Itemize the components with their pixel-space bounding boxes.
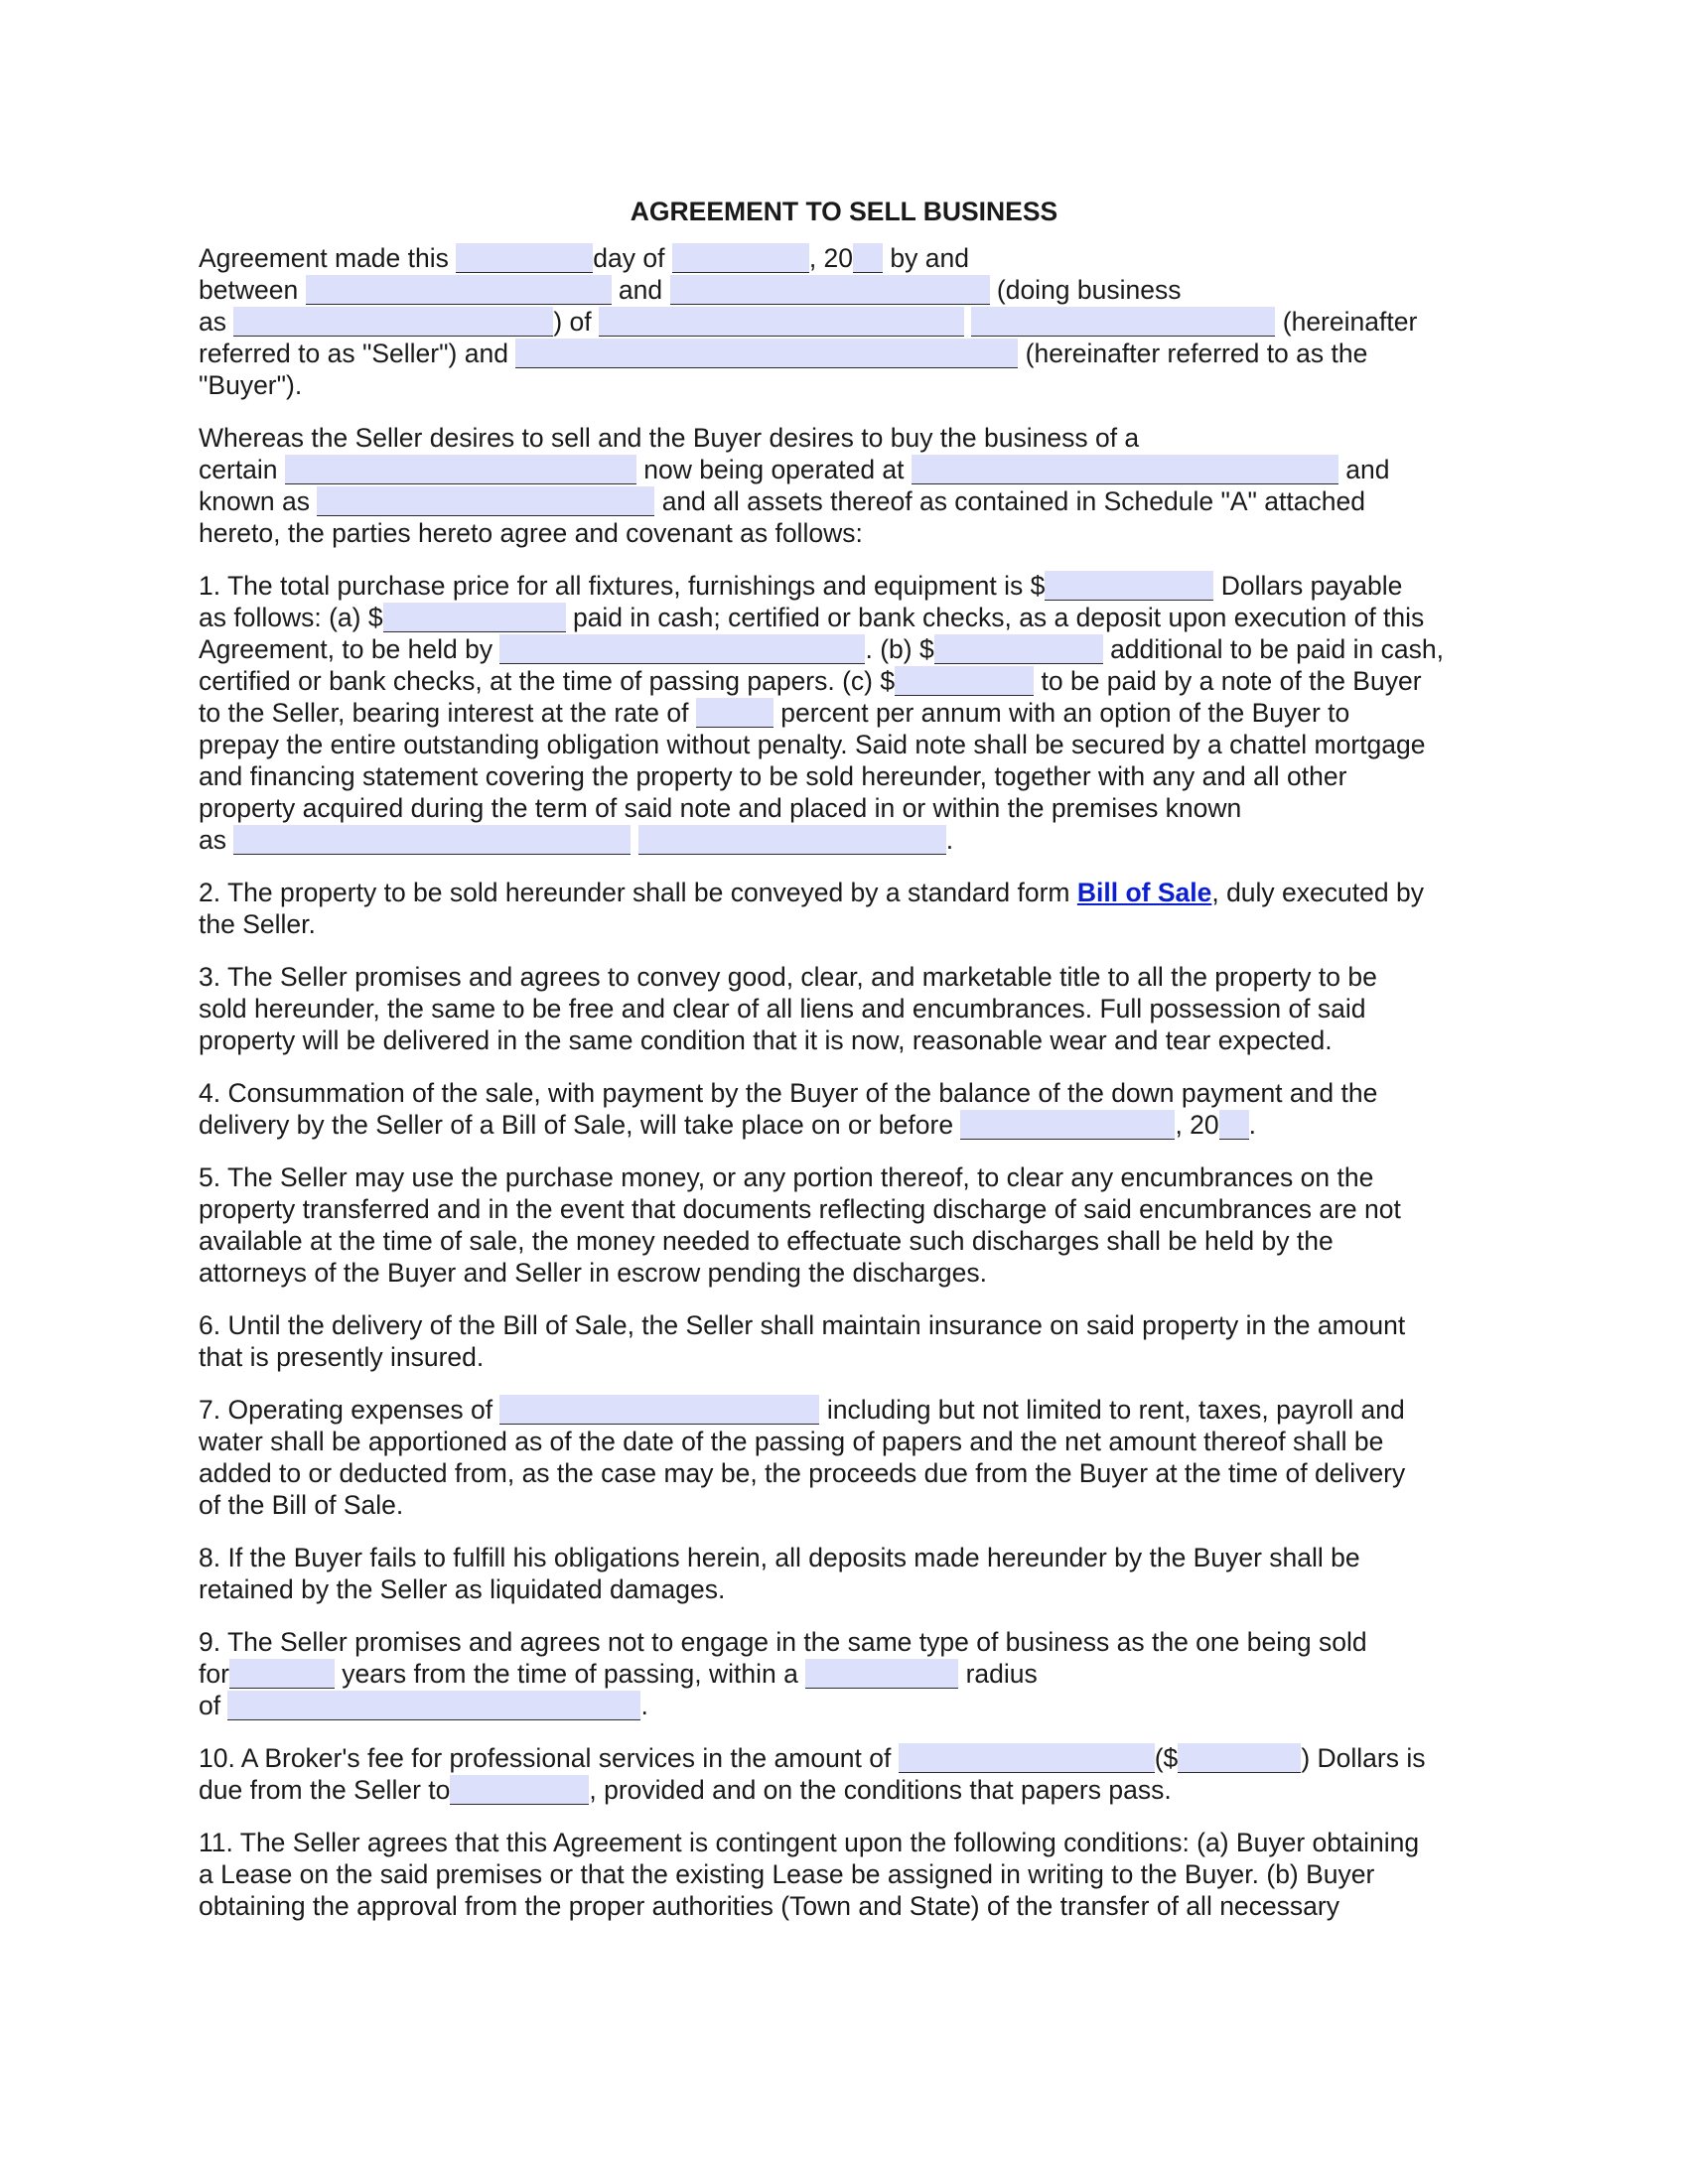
text: ) Dollars is (1301, 1743, 1426, 1773)
text-line: the Seller. (199, 909, 316, 939)
text-line: retained by the Seller as liquidated damages. (199, 1574, 726, 1604)
text: 2. The property to be sold hereunder shall be conveyed by a standard form (199, 878, 1077, 907)
seller-address-field[interactable] (599, 307, 964, 337)
broker-fee-amount-field[interactable] (1178, 1743, 1301, 1773)
text: additional to be paid in cash, (1102, 634, 1444, 664)
text: and (611, 275, 670, 305)
additional-cash-field[interactable] (934, 634, 1103, 664)
premises-city-field[interactable] (638, 825, 946, 855)
text-line (199, 306, 1489, 338)
text: (hereinafter referred to as the (1018, 339, 1368, 368)
text: of (199, 1691, 228, 1720)
text-line (199, 1658, 1489, 1690)
text: . (640, 1691, 648, 1720)
non-compete-radius-field[interactable] (805, 1659, 958, 1689)
text-line: 3. The Seller promises and agrees to convey good, clear, and marketable title to all the property to be (199, 962, 1377, 992)
day-field[interactable] (456, 243, 593, 273)
seller-name-2-field[interactable] (670, 275, 990, 305)
text: (doing business (989, 275, 1182, 305)
text: , 20 (808, 243, 854, 273)
text-line (199, 877, 1489, 908)
month-field[interactable] (672, 243, 809, 273)
text-line (199, 824, 1489, 856)
text-line: water shall be apportioned as of the date of the passing of papers and the net amount thereof shall be (199, 1427, 1384, 1456)
text-line (199, 697, 1489, 729)
operating-expenses-field[interactable] (499, 1395, 819, 1425)
text: between (199, 275, 306, 305)
text-line (199, 1774, 1489, 1806)
text-line: property acquired during the term of said note and placed in or within the premises known (199, 793, 1242, 823)
text-line: 8. If the Buyer fails to fulfill his obligations herein, all deposits made hereunder by the Buyer shall be (199, 1543, 1360, 1572)
non-compete-years-field[interactable] (229, 1659, 335, 1689)
section-9 (199, 1626, 1489, 1721)
text-line: and financing statement covering the property to be sold hereunder, together with any and all other (199, 761, 1347, 791)
intro-paragraph (199, 242, 1489, 401)
text-line: obtaining the approval from the proper authorities (Town and State) of the transfer of all necessary (199, 1891, 1339, 1921)
text-line (199, 338, 1489, 369)
text: as (199, 307, 234, 337)
text-line: Whereas the Seller desires to sell and the Buyer desires to buy the business of a (199, 423, 1140, 453)
text: as follows: (a) $ (199, 603, 383, 632)
text-line: prepay the entire outstanding obligation without penalty. Said note shall be secured by a chattel mortgage (199, 730, 1426, 759)
section-3 (199, 961, 1489, 1056)
text-line (199, 570, 1489, 602)
text-line (199, 1742, 1489, 1774)
text: day of (593, 243, 672, 273)
text-line: a Lease on the said premises or that the existing Lease be assigned in writing to the Buyer. (b) Buyer (199, 1859, 1375, 1889)
buyer-name-field[interactable] (515, 339, 1018, 368)
text: Agreement made this (199, 243, 457, 273)
text: paid in cash; certified or bank checks, as a deposit upon execution of this (565, 603, 1425, 632)
text: now being operated at (635, 455, 912, 484)
business-name-field[interactable] (317, 486, 654, 516)
text-line: sold hereunder, the same to be free and clear of all liens and encumbrances. Full possession of said (199, 994, 1366, 1024)
note-amount-field[interactable] (895, 666, 1034, 696)
section-5 (199, 1161, 1489, 1289)
text-line (199, 1109, 1489, 1141)
section-11 (199, 1827, 1489, 1922)
section-6 (199, 1309, 1489, 1373)
text-line: property transferred and in the event that documents reflecting discharge of said encumbrances are not (199, 1194, 1401, 1224)
business-type-field[interactable] (285, 455, 636, 484)
text: and all assets thereof as contained in Schedule "A" attached (654, 486, 1365, 516)
text: ) of (553, 307, 600, 337)
text-line: property will be delivered in the same condition that it is now, reasonable wear and tear expected. (199, 1025, 1333, 1055)
business-location-field[interactable] (912, 455, 1338, 484)
text: (hereinafter (1275, 307, 1418, 337)
text-line: hereto, the parties hereto agree and covenant as follows: (199, 518, 863, 548)
text-line: attorneys of the Buyer and Seller in escrow pending the discharges. (199, 1258, 987, 1288)
text: 1. The total purchase price for all fixtures, furnishings and equipment is $ (199, 571, 1046, 601)
text: certain (199, 455, 285, 484)
text: for (199, 1659, 229, 1689)
bill-of-sale-link[interactable]: Bill of Sale (1076, 878, 1212, 907)
text: . (945, 825, 954, 855)
text-line: 4. Consummation of the sale, with payment by the Buyer of the balance of the down payment and the (199, 1078, 1378, 1108)
text: , 20 (1175, 1110, 1219, 1140)
text: due from the Seller to (199, 1775, 451, 1805)
text: to be paid by a note of the Buyer (1034, 666, 1422, 696)
text-line (199, 633, 1489, 665)
interest-rate-field[interactable] (696, 698, 774, 728)
section-1 (199, 570, 1489, 856)
text: as (199, 825, 234, 855)
text: 10. A Broker's fee for professional services in the amount of (199, 1743, 899, 1773)
text-line: available at the time of sale, the money needed to effectuate such discharges shall be held by the (199, 1226, 1334, 1256)
section-4 (199, 1077, 1489, 1141)
non-compete-location-field[interactable] (227, 1691, 640, 1720)
section-7 (199, 1394, 1489, 1521)
section-2 (199, 877, 1489, 940)
text-line: of the Bill of Sale. (199, 1490, 404, 1520)
text: 7. Operating expenses of (199, 1395, 500, 1425)
text: Dollars payable (1213, 571, 1403, 601)
text: years from the time of passing, within a (334, 1659, 806, 1689)
text: including but not limited to rent, taxes, payroll and (819, 1395, 1405, 1425)
text-line: that is presently insured. (199, 1342, 485, 1372)
section-10 (199, 1742, 1489, 1806)
premises-address-field[interactable] (233, 825, 631, 855)
broker-fee-words-field[interactable] (899, 1743, 1155, 1773)
purchase-price-field[interactable] (1045, 571, 1213, 601)
broker-name-field[interactable] (450, 1775, 589, 1805)
text: ($ (1154, 1743, 1179, 1773)
text: percent per annum with an option of the Buyer to (773, 698, 1350, 728)
seller-name-field[interactable] (306, 275, 612, 305)
document-title: AGREEMENT TO SELL BUSINESS (630, 197, 1058, 226)
text: by and (883, 243, 969, 273)
seller-city-field[interactable] (971, 307, 1275, 337)
text: known as (199, 486, 318, 516)
text: . (b) $ (865, 634, 934, 664)
text: referred to as "Seller") and (199, 339, 516, 368)
closing-date-field[interactable] (960, 1110, 1175, 1140)
text-line (199, 485, 1489, 517)
text: , provided and on the conditions that papers pass. (589, 1775, 1172, 1805)
text-line (199, 665, 1489, 697)
text-line (199, 1394, 1489, 1426)
deposit-holder-field[interactable] (499, 634, 865, 664)
text: Agreement, to be held by (199, 634, 500, 664)
text-line (199, 242, 1489, 274)
text: delivery by the Seller of a Bill of Sale, will take place on or before (199, 1110, 961, 1140)
text: and (1337, 455, 1390, 484)
text-line (199, 274, 1489, 306)
text: certified or bank checks, at the time of passing papers. (c) $ (199, 666, 896, 696)
text-line: 6. Until the delivery of the Bill of Sale, the Seller shall maintain insurance on said property in the amount (199, 1310, 1406, 1340)
text: radius (958, 1659, 1038, 1689)
text-line: 5. The Seller may use the purchase money, or any portion thereof, to clear any encumbrances on the (199, 1162, 1374, 1192)
text-line (199, 602, 1489, 633)
text-line: 9. The Seller promises and agrees not to engage in the same type of business as the one being sold (199, 1627, 1367, 1657)
section-8 (199, 1542, 1489, 1605)
agreement-document (199, 195, 1489, 1943)
year-field[interactable] (853, 243, 883, 273)
text: . (1248, 1110, 1257, 1140)
deposit-amount-field[interactable] (383, 603, 566, 632)
text-line: "Buyer"). (199, 370, 303, 400)
text: , duly executed by (1211, 878, 1424, 907)
text-line (199, 454, 1489, 485)
text-line (199, 1690, 1489, 1721)
dba-field[interactable] (233, 307, 553, 337)
text-line: added to or deducted from, as the case may be, the proceeds due from the Buyer at the time of delivery (199, 1458, 1406, 1488)
closing-year-field[interactable] (1219, 1110, 1249, 1140)
text: to the Seller, bearing interest at the rate of (199, 698, 696, 728)
text-line: 11. The Seller agrees that this Agreement is contingent upon the following conditions: (a) Buyer obtaining (199, 1828, 1420, 1857)
whereas-paragraph (199, 422, 1489, 549)
